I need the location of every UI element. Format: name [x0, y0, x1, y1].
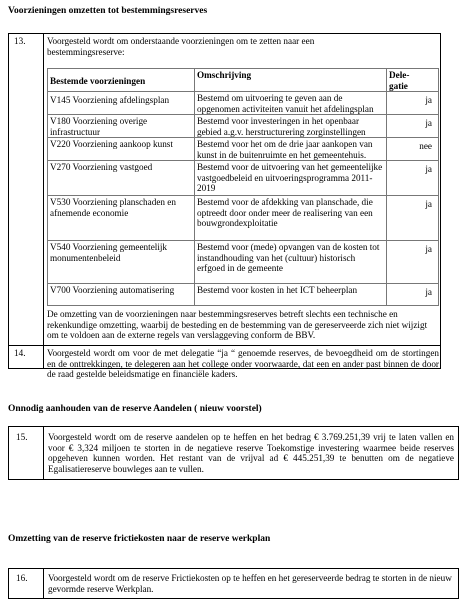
col-header-omschrijving: Omschrijving [197, 70, 252, 80]
table-row-desc: Bestemd voor de afdekking van planschade, die optreedt door onder meer de realisering van een bouwgrondexploitatie [197, 197, 373, 229]
item-number-15: 15. [16, 432, 28, 442]
table-row-delegatie: ja [425, 244, 432, 254]
col-header-voorzieningen: Bestemde voorzieningen [50, 76, 146, 86]
item-14-text: Voorgesteld wordt om voor de met delegatie “ja “ genoemde reserves, de bevoegdheid om de stortingen en de onttrekkingen, te delegeren aan het college onder voorwaarde, dat een en ander past binnen de door de raad gestelde beleidsmatige en financiële kaders. [47, 348, 439, 380]
table-row-delegatie: nee [419, 141, 432, 151]
table-row-name: V700 Voorziening automatisering [50, 285, 175, 295]
item-16-text: Voorgesteld wordt om de reserve Frictiekosten op te heffen en het gereserveerde bedrag te storten in de nieuw gevormde reserve Werkplan. [48, 573, 452, 594]
item-number-13: 13. [14, 36, 26, 46]
table-row-name: V145 Voorziening afdelingsplan [50, 95, 170, 105]
table-row-desc: Bestemd voor de uitvoering van het gemeentelijke vastgoedbeleid en uitvoeringsprogramma 2011-2019 [197, 162, 383, 194]
table-row-name: V530 Voorziening planschaden en afnemende economie [50, 197, 176, 218]
section-heading-voorzieningen: Voorzieningen omzetten tot bestemmingsreserves [8, 6, 208, 16]
table-row-name: V540 Voorziening gemeentelijk monumentenbeleid [50, 242, 168, 263]
table-row-delegatie: ja [425, 287, 432, 297]
item-13-intro: Voorgesteld wordt om onderstaande voorzieningen om te zetten naar een bestemmingsreserve: [47, 36, 315, 57]
table-row-name: V220 Voorziening aankoop kunst [50, 139, 173, 149]
table-row-desc: Bestemd voor (mede) opvangen van de kosten tot instandhouding van het (cultuur) historisch erfgoed in de gemeente [197, 242, 380, 274]
table-row-name: V270 Voorziening vastgoed [50, 162, 153, 172]
table-row-delegatie: ja [425, 95, 432, 105]
table-row-desc: Bestemd voor kosten in het ICT beheerplan [197, 285, 358, 295]
section-heading-frictiekosten: Omzetting van de reserve frictiekosten naar de reserve werkplan [8, 534, 271, 544]
table-row-desc: Bestemd voor investeringen in het openbaar gebied a.g.v. herstructurering zorginstellingen [197, 116, 366, 137]
item-13-closing: De omzetting van de voorzieningen naar bestemmingsreserves betreft slechts een technische en rekenkundige omzetting, waarbij de besteding en de bestemming van de gereserveerde zich niet wijzigt om te voldoen aan de externe regels van verslaggeving conform de BBV. [47, 309, 428, 341]
table-row-delegatie: ja [425, 199, 432, 209]
table-row-desc: Bestemd voor het om de drie jaar aankopen van kunst in de buitenruimte en het gemeentehuis. [197, 139, 373, 160]
col-header-delegatie: Dele- gatie [389, 70, 410, 91]
item-15-text: Voorgesteld wordt om de reserve aandelen op te heffen en het bedrag € 3.769.251,39 vrij te laten vallen en voor € 3,324 miljoen te storten in de negatieve reserve Toekomstige investering waarmee beide reserves opgeheven kunnen worden. Het restant van de vrijval ad € 445.251,39 te benutten om de negatieve Egalisatiereserve bouwleges aan te vullen. [48, 432, 454, 474]
section-heading-aandelen: Onnodig aanhouden van de reserve Aandelen ( nieuw voorstel) [8, 404, 262, 414]
table-row-delegatie: ja [425, 164, 432, 174]
table-row-desc: Bestemd om uitvoering te geven aan de opgenomen activiteiten vanuit het afdelingsplan [197, 93, 374, 114]
item-number-16: 16. [16, 573, 28, 583]
table-row-delegatie: ja [425, 118, 432, 128]
item-number-14: 14. [14, 348, 26, 358]
table-row-name: V180 Voorziening overige infrastructuur [50, 116, 148, 137]
